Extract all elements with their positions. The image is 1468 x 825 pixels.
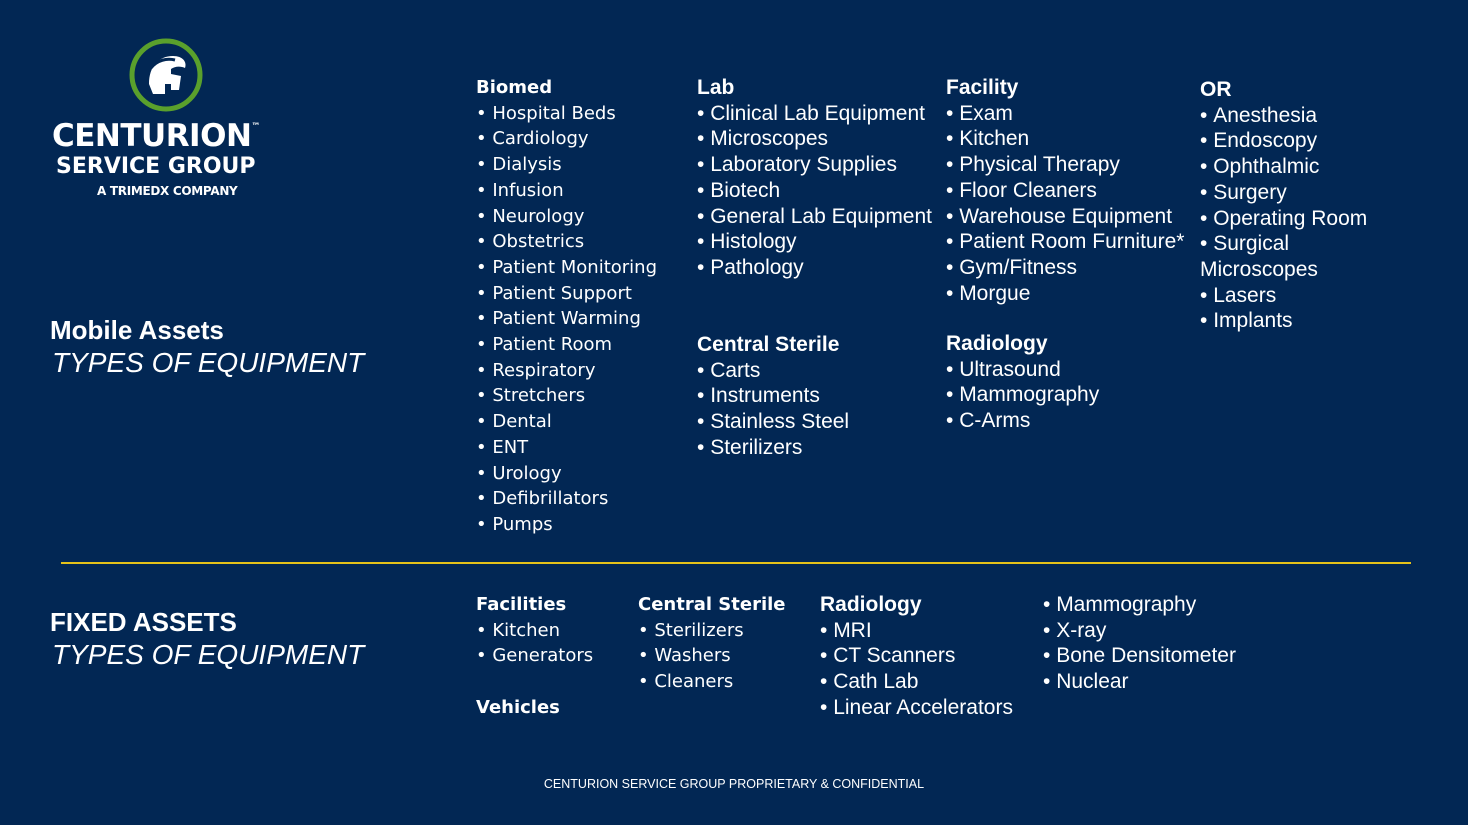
list-item: • Linear Accelerators	[820, 695, 1013, 721]
vehicles-heading: Vehicles	[476, 697, 560, 718]
list-item: • Stainless Steel	[697, 409, 849, 435]
vehicles-column	[476, 695, 560, 721]
mobile-assets-title: Mobile Assets	[50, 315, 224, 345]
list-item: • Carts	[697, 358, 849, 384]
mobile-assets-subtitle: TYPES OF EQUIPMENT	[52, 347, 365, 378]
list-item: • Implants	[1200, 308, 1367, 334]
lab-column	[697, 75, 932, 281]
radiology-column	[946, 331, 1099, 434]
list-item: • Endoscopy	[1200, 128, 1367, 154]
list-item: • Ultrasound	[946, 357, 1099, 383]
list-item: • Kitchen	[476, 618, 593, 644]
list-item: • Respiratory	[476, 358, 657, 384]
fixed-radiology-heading: Radiology	[820, 593, 922, 616]
or-column	[1200, 77, 1367, 334]
fixed-central-sterile-heading: Central Sterile	[638, 594, 786, 615]
radiology-heading: Radiology	[946, 332, 1048, 355]
list-item: • Biotech	[697, 178, 932, 204]
list-item: • Patient Warming	[476, 306, 657, 332]
list-item: • Pumps	[476, 512, 657, 538]
list-item: • Sterilizers	[697, 435, 849, 461]
list-item: • General Lab Equipment	[697, 204, 932, 230]
list-item: • Mammography	[1043, 592, 1236, 618]
list-item: • Dialysis	[476, 152, 657, 178]
list-item: • Cath Lab	[820, 669, 1013, 695]
list-item: • Histology	[697, 229, 932, 255]
list-item: • Exam	[946, 101, 1184, 127]
list-item: • Clinical Lab Equipment	[697, 101, 932, 127]
footer-confidential	[0, 777, 1468, 791]
list-item: • Patient Room	[476, 332, 657, 358]
logo-name: CENTURION	[52, 118, 252, 154]
fixed-radiology-continued-column	[1043, 592, 1236, 695]
list-item: • Patient Support	[476, 281, 657, 307]
list-item: • C-Arms	[946, 408, 1099, 434]
list-item: • Surgery	[1200, 180, 1367, 206]
list-item: • Patient Monitoring	[476, 255, 657, 281]
list-item: • Obstetrics	[476, 229, 657, 255]
list-item: • Infusion	[476, 178, 657, 204]
logo-tagline: A TRIMEDX COMPANY	[97, 184, 238, 198]
list-item: • ENT	[476, 435, 657, 461]
logo-subtitle: SERVICE GROUP	[56, 154, 256, 179]
list-item: • Dental	[476, 409, 657, 435]
list-item: • Defibrillators	[476, 486, 657, 512]
list-item: • Hospital Beds	[476, 101, 657, 127]
facility-heading: Facility	[946, 76, 1019, 99]
list-item: • Instruments	[697, 383, 849, 409]
list-item-wrap: Microscopes	[1200, 257, 1318, 281]
list-item: • Patient Room Furniture*	[946, 229, 1184, 255]
lab-heading: Lab	[697, 76, 735, 99]
fixed-central-sterile-column	[638, 592, 786, 695]
biomed-column	[476, 75, 657, 538]
or-heading: OR	[1200, 78, 1232, 101]
company-logo	[52, 38, 292, 203]
list-item: • CT Scanners	[820, 643, 1013, 669]
list-item: • Floor Cleaners	[946, 178, 1184, 204]
list-item: • Warehouse Equipment	[946, 204, 1184, 230]
fixed-assets-subtitle: TYPES OF EQUIPMENT	[52, 639, 365, 670]
list-item: • Urology	[476, 461, 657, 487]
logo-trademark: ™	[251, 122, 260, 132]
list-item: • Bone Densitometer	[1043, 643, 1236, 669]
list-item: • Morgue	[946, 281, 1184, 307]
list-item: • Pathology	[697, 255, 932, 281]
facility-column	[946, 75, 1184, 306]
list-item: • Laboratory Supplies	[697, 152, 932, 178]
list-item: • Surgical	[1200, 231, 1367, 257]
list-item: • Cleaners	[638, 669, 786, 695]
facilities-column	[476, 592, 593, 669]
list-item: • Mammography	[946, 382, 1099, 408]
fixed-assets-title: FIXED ASSETS	[50, 607, 237, 637]
list-item: • Cardiology	[476, 126, 657, 152]
list-item: • Operating Room	[1200, 206, 1367, 232]
list-item: • Anesthesia	[1200, 103, 1367, 129]
list-item: • Sterilizers	[638, 618, 786, 644]
central-sterile-column	[697, 332, 849, 461]
spartan-helmet-icon	[127, 38, 205, 116]
list-item: • Microscopes	[697, 126, 932, 152]
list-item: • MRI	[820, 618, 1013, 644]
list-item: • Washers	[638, 643, 786, 669]
list-item: • Ophthalmic	[1200, 154, 1367, 180]
list-item: • Lasers	[1200, 283, 1367, 309]
section-divider	[61, 562, 1411, 564]
central-sterile-heading: Central Sterile	[697, 333, 840, 356]
list-item: • Kitchen	[946, 126, 1184, 152]
facilities-heading: Facilities	[476, 594, 567, 615]
list-item: • Gym/Fitness	[946, 255, 1184, 281]
biomed-heading: Biomed	[476, 77, 553, 98]
list-item: • X-ray	[1043, 618, 1236, 644]
list-item: • Neurology	[476, 204, 657, 230]
list-item: • Nuclear	[1043, 669, 1236, 695]
list-item: • Stretchers	[476, 383, 657, 409]
list-item: • Generators	[476, 643, 593, 669]
fixed-radiology-column	[820, 592, 1013, 721]
list-item: • Physical Therapy	[946, 152, 1184, 178]
footer-text: CENTURION SERVICE GROUP PROPRIETARY & CONFIDENTIAL	[543, 777, 925, 791]
